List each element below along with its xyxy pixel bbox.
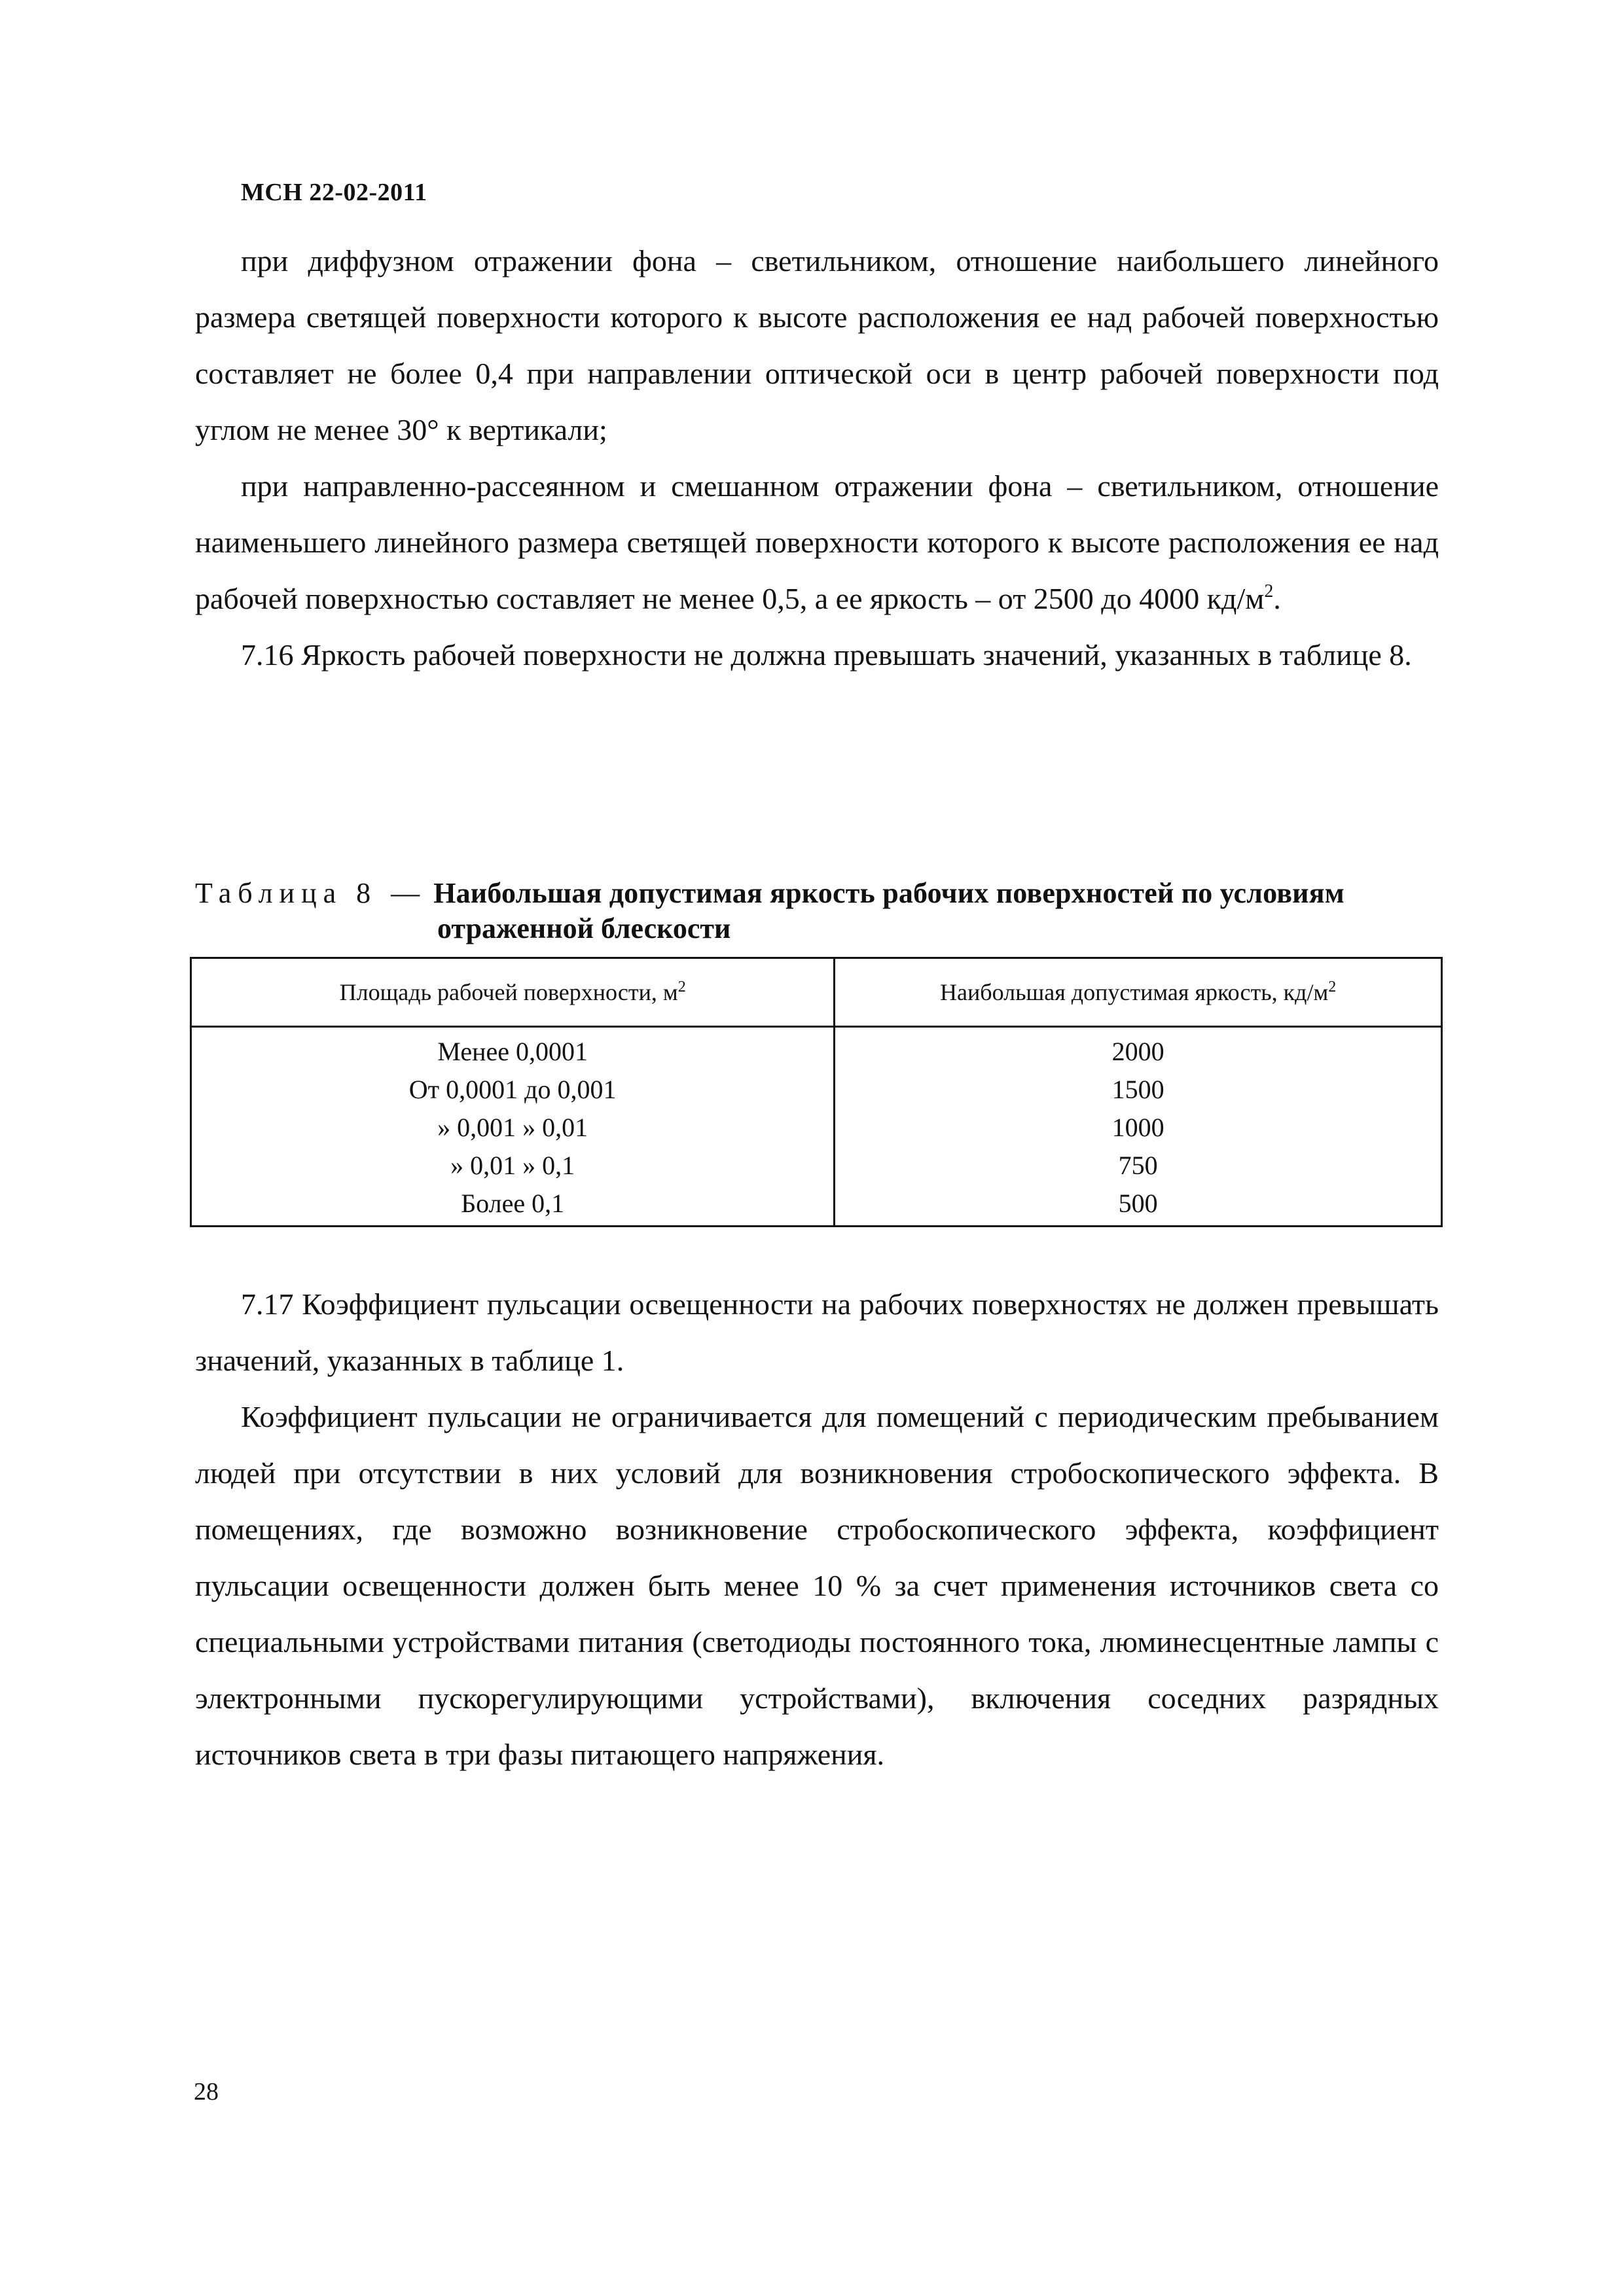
cell-brightness: 750 — [835, 1147, 1442, 1185]
cell-area: Менее 0,0001 — [191, 1027, 835, 1071]
paragraph-pulsation: Коэффициент пульсации не ограничивается для помещений с периодическим пребыванием людей при отсутствии в них условий для возникновения стробоскопического эффекта. В помещениях, где возможно возникновение стробоскопического эффекта, коэффициент пульсации освещенности должен быть менее 10 % за счет применения источников света со специальными устройствами питания (светодиоды постоянного тока, люминесцентные лампы с электронными пускорегулирующими устройствами), включения соседних разрядных источников света в три фазы питающего напряжения. — [195, 1400, 1439, 1771]
table-caption — [195, 876, 1439, 946]
table-caption-prefix: Таблица 8 — — [195, 877, 427, 909]
column-header-brightness-sup: 2 — [1328, 978, 1337, 996]
table-caption-line-1 — [195, 876, 1439, 911]
text-section-bottom — [195, 1276, 1439, 1783]
text-section-top — [195, 233, 1439, 683]
paragraph-diffuse-reflection: при диффузном отражении фона – светильником, отношение наибольшего линейного размера светящей поверхности которого к высоте расположения ее над рабочей поверхностью составляет не более 0,4 при направлении оптической оси в центр рабочей поверхности под углом не менее 30° к вертикали; — [195, 244, 1439, 446]
superscript-two: 2 — [1264, 581, 1274, 601]
column-header-area — [191, 958, 835, 1027]
table-row — [191, 1185, 1442, 1227]
page-number: 28 — [194, 2078, 219, 2106]
brightness-table — [190, 957, 1443, 1227]
cell-area: От 0,0001 до 0,001 — [191, 1071, 835, 1109]
cell-brightness: 2000 — [835, 1027, 1442, 1071]
cell-area: » 0,01 » 0,1 — [191, 1147, 835, 1185]
cell-brightness: 500 — [835, 1185, 1442, 1227]
cell-brightness: 1000 — [835, 1109, 1442, 1147]
paragraph-7-17: 7.17 Коэффициент пульсации освещенности на рабочих поверхностях не должен превышать значений, указанных в таблице 1. — [195, 1287, 1439, 1377]
cell-area: Более 0,1 — [191, 1185, 835, 1227]
table-row — [191, 1147, 1442, 1185]
table-row — [191, 1071, 1442, 1109]
column-header-area-text: Площадь рабочей поверхности, м — [339, 979, 678, 1005]
table-caption-line-2: отраженной блескости — [437, 912, 731, 944]
table-row — [191, 1027, 1442, 1071]
table-row — [191, 1109, 1442, 1147]
sentence-end: . — [1273, 582, 1281, 615]
column-header-brightness-text: Наибольшая допустимая яркость, кд/м — [940, 979, 1329, 1005]
paragraph-7-16: 7.16 Яркость рабочей поверхности не должна превышать значений, указанных в таблице 8. — [241, 638, 1412, 672]
cell-area: » 0,001 » 0,01 — [191, 1109, 835, 1147]
cell-brightness: 1500 — [835, 1071, 1442, 1109]
table-caption-title: Наибольшая допустимая яркость рабочих поверхностей по условиям — [433, 877, 1344, 909]
table-header-row — [191, 958, 1442, 1027]
paragraph-directed-reflection — [195, 458, 1439, 627]
paragraph-directed-reflection-text: при направленно-рассеянном и смешанном отражении фона – светильником, отношение наименьшего линейного размера светящей поверхности которого к высоте расположения ее над рабочей поверхностью составляет не менее 0,5, а ее яркость – от 2500 до 4000 кд/м — [195, 469, 1439, 615]
column-header-area-sup: 2 — [677, 978, 686, 996]
column-header-brightness — [835, 958, 1442, 1027]
document-code-header: МСН 22-02-2011 — [241, 179, 427, 206]
